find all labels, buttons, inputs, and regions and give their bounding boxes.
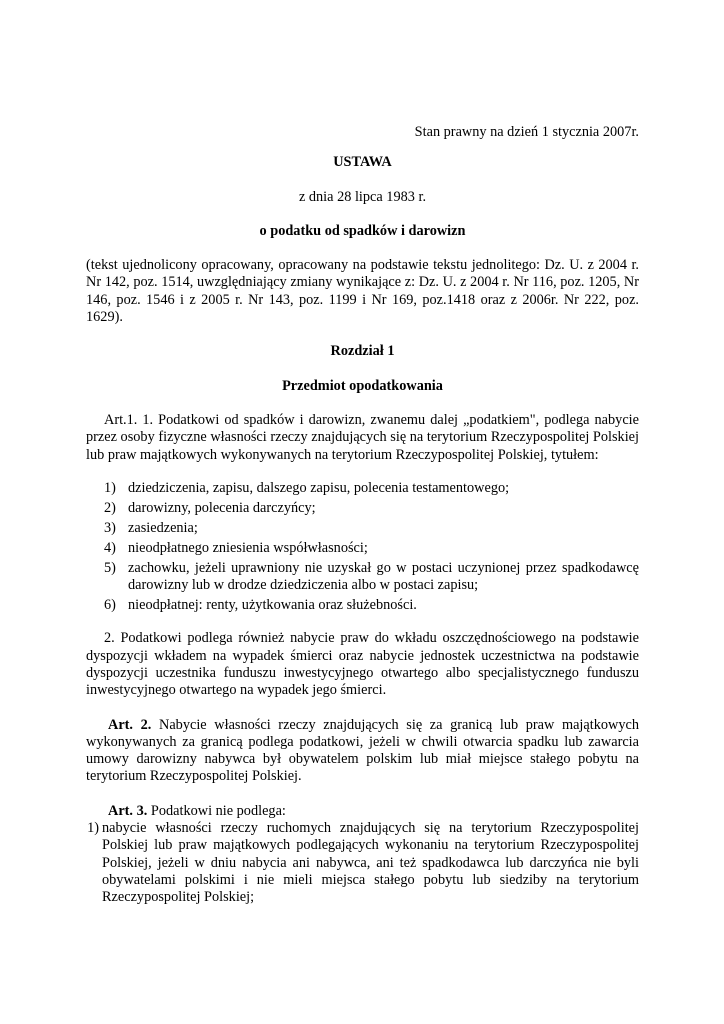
art2-paragraph (86, 717, 639, 786)
list-item-text: darowizny, polecenia darczyńcy; (128, 499, 316, 516)
list-item-number: 3) (104, 519, 116, 536)
art3-text: Podatkowi nie podlega: (147, 802, 286, 819)
legal-status-line: Stan prawny na dzień 1 stycznia 2007r. (414, 124, 639, 140)
art1-paragraph-1: Art.1. 1. Podatkowi od spadków i darowizn, zwanemu dalej „podatkiem", podlega nabycie przez osoby fizyczne własności rzeczy znajdujących się na terytorium Rzeczypospolitej Polskiej lub praw majątkowych wykonywanych na terytorium Rzeczypospolitej Polskiej, tytułem: (86, 411, 639, 463)
list-item-number: 4) (104, 539, 116, 556)
act-date: z dnia 28 lipca 1983 r. (298, 188, 427, 205)
list-item (86, 560, 639, 595)
act-subject: o podatku od spadków i darowizn (259, 222, 466, 239)
list-item-text: nabycie własności rzeczy ruchomych znajdujących się na terytorium Rzeczypospolitej Polskiej lub praw majątkowych podlegających wykonaniu na terytorium Rzeczypospolitej Polskiej, jeżeli w dniu nabycia ani nabywca, ani też spadkodawca lub darczyńca nie byli obywatelami polskimi i nie mieli miejsca stałego pobytu lub siedziby na terytorium Rzeczypospolitej Polskiej; (102, 820, 639, 906)
art3-heading (86, 803, 639, 820)
art2-text: Nabycie własności rzeczy znajdujących się za granicą lub praw majątkowych wykonywanych za granicą podlega podatkowi, jeżeli w chwili otwarcia spadku lub zawarcia umowy darowizny nabywca był obywatelem polskim lub miał miejsce stałego pobytu na terytorium Rzeczypospolitej Polskiej. (86, 716, 639, 785)
list-item-text: dziedziczenia, zapisu, dalszego zapisu, polecenia testamentowego; (128, 479, 510, 496)
art1-paragraph-2: 2. Podatkowi podlega również nabycie praw do wkładu oszczędnościowego na podstawie dyspozycji wkładem na wypadek śmierci oraz nabycie jednostek uczestnictwa na podstawie dyspozycji uczestnika funduszu inwestycyjnego otwartego albo specjalistycznego funduszu inwestycyjnego otwartego na wypadek jego śmierci. (86, 630, 639, 699)
list-item (86, 597, 639, 614)
list-item (86, 540, 639, 557)
list-item-number: 2) (104, 499, 116, 516)
list-item-number: 1) (87, 820, 99, 837)
art3-item-list (86, 820, 639, 906)
list-item-text: nieodpłatnej: renty, użytkowania oraz służebności. (128, 597, 417, 614)
list-item (86, 520, 639, 537)
list-item-number: 5) (104, 559, 116, 576)
document-page (86, 124, 639, 907)
list-item (86, 820, 639, 906)
chapter-title: Przedmiot opodatkowania (282, 377, 443, 394)
list-item (86, 480, 639, 497)
list-item-number: 1) (104, 479, 116, 496)
list-item-text: zasiedzenia; (128, 519, 198, 536)
art3-label: Art. 3. (108, 802, 148, 819)
chapter-number: Rozdział 1 (330, 343, 395, 360)
act-title: USTAWA (333, 154, 392, 171)
list-item-text: zachowku, jeżeli uprawniony nie uzyskał go w postaci uczynionej przez spadkodawcę darowizny lub w drodze dziedziczenia albo w postaci zapisu; (128, 559, 639, 594)
list-item-number: 6) (104, 597, 116, 614)
list-item (86, 500, 639, 517)
list-item-text: nieodpłatnego zniesienia współwłasności; (128, 539, 368, 556)
consolidation-note: (tekst ujednolicony opracowany, opracowany na podstawie tekstu jednolitego: Dz. U. z 2004 r. Nr 142, poz. 1514, uwzględniający zmiany wynikające z: Dz. U. z 2004 r. Nr 116, poz. 1205, Nr 146, poz. 1546 i z 2005 r. Nr 143, poz. 1199 i Nr 169, poz.1418 oraz z 2006r. Nr 222, poz. 1629). (86, 257, 639, 326)
art1-item-list (86, 480, 639, 615)
art2-label: Art. 2. (108, 716, 152, 733)
